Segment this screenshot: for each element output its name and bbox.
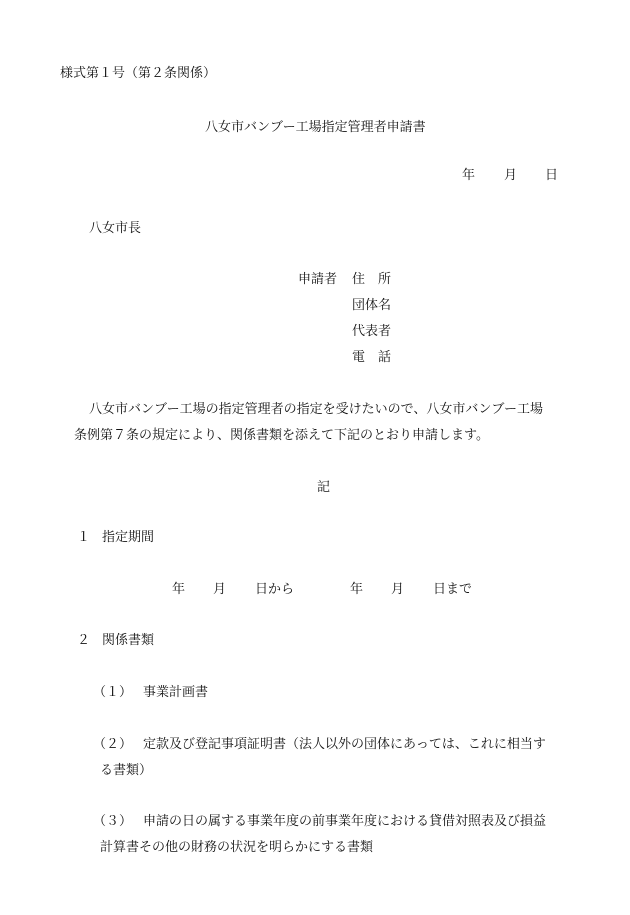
- item-text-line-1: 定款及び登記事項証明書（法人以外の団体にあっては、これに相当す: [143, 737, 546, 752]
- section-number: １: [77, 530, 91, 545]
- item-text-line-2: る書類）: [100, 763, 153, 778]
- body-line-2: 条例第７条の規定により、関係書類を添えて下記のとおり申請します。: [74, 428, 489, 443]
- applicant-label: 申請者: [298, 272, 338, 287]
- addressee: 八女市長: [89, 221, 142, 236]
- period-year-end: 年: [350, 582, 364, 597]
- period-day-to: 日まで: [433, 582, 473, 597]
- period-month-end: 月: [391, 582, 405, 597]
- representative-label: 代表者: [352, 324, 392, 339]
- period-year-start: 年: [172, 582, 186, 597]
- item-number: （２）: [93, 737, 133, 752]
- item-text-line-2: 計算書その他の財務の状況を明らかにする書類: [100, 840, 374, 855]
- item-text-line-1: 事業計画書: [143, 685, 209, 700]
- date-year-label: 年: [462, 168, 476, 183]
- form-number: 様式第１号（第２条関係）: [60, 66, 217, 81]
- section-heading: 関係書類: [102, 633, 155, 648]
- phone-label: 電 話: [352, 350, 392, 365]
- item-text-line-1: 申請の日の属する事業年度の前事業年度における貸借対照表及び損益: [143, 814, 547, 829]
- date-day-label: 日: [545, 168, 559, 183]
- period-month-start: 月: [213, 582, 227, 597]
- address-label: 住 所: [352, 272, 392, 287]
- item-number: （１）: [93, 685, 133, 700]
- date-month-label: 月: [504, 168, 518, 183]
- item-number: （３）: [93, 814, 133, 829]
- body-line-1: 八女市バンブー工場の指定管理者の指定を受けたいので、八女市バンブー工場: [89, 402, 543, 417]
- ki-heading: 記: [317, 480, 331, 495]
- period-day-from: 日から: [255, 582, 295, 597]
- document-title: 八女市バンブー工場指定管理者申請書: [205, 120, 426, 135]
- section-heading: 指定期間: [102, 530, 155, 545]
- organization-label: 団体名: [352, 298, 392, 313]
- section-number: ２: [77, 633, 91, 648]
